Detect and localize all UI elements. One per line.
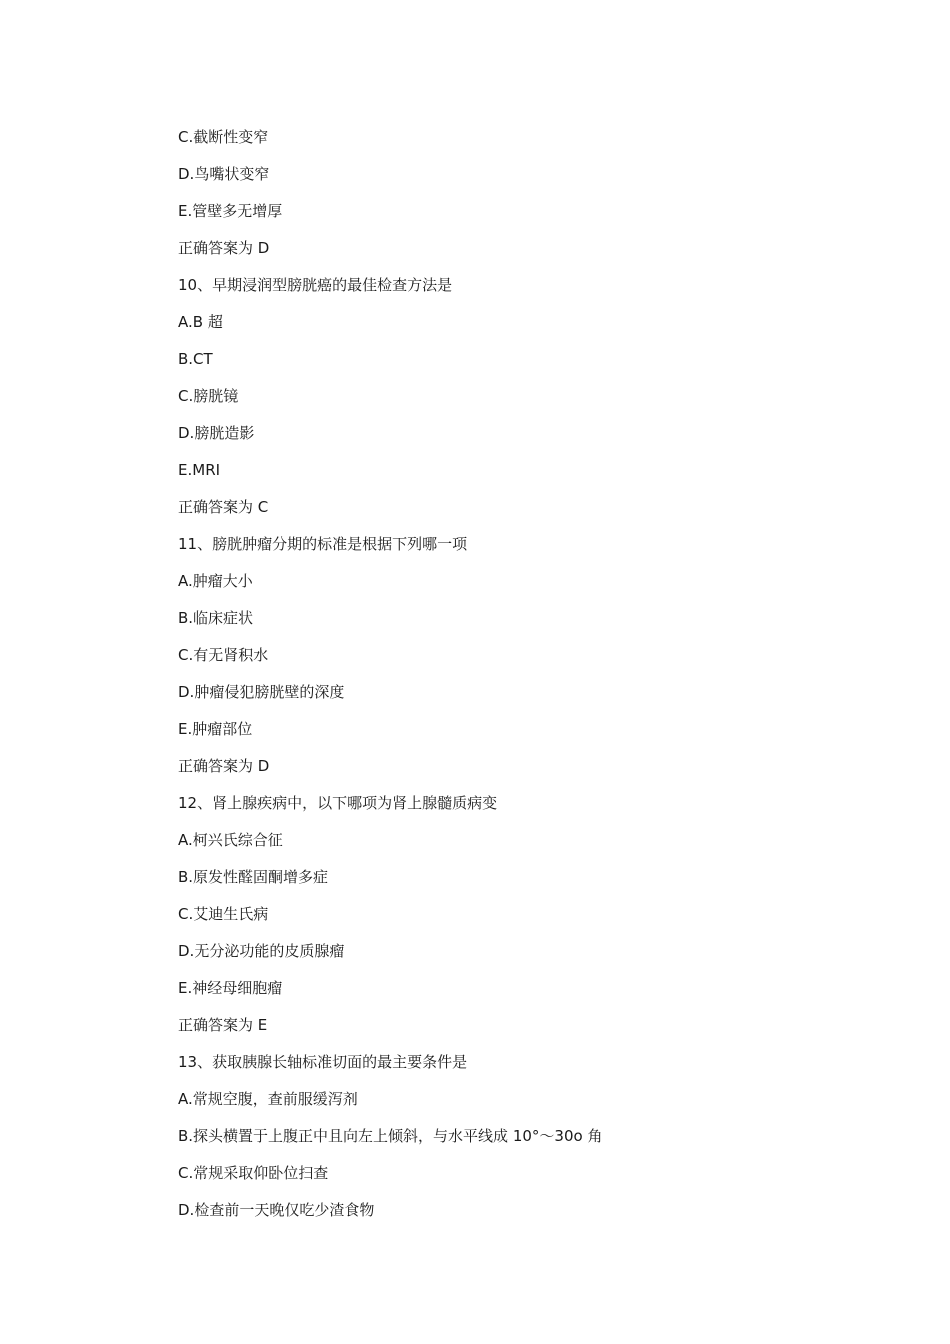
option-line: C.有无肾积水 (178, 646, 269, 664)
question-line: 12、肾上腺疾病中，以下哪项为肾上腺髓质病变 (178, 794, 498, 812)
option-line: B.CT (178, 350, 213, 368)
question-line: 11、膀胱肿瘤分期的标准是根据下列哪一项 (178, 535, 468, 553)
answer-line: 正确答案为 E (178, 1016, 268, 1034)
option-line: D.检查前一天晚仅吃少渣食物 (178, 1201, 375, 1219)
option-line: C.膀胱镜 (178, 387, 239, 405)
option-line: B.探头横置于上腹正中且向左上倾斜，与水平线成 10°～30o 角 (178, 1127, 603, 1145)
option-line: E.肿瘤部位 (178, 720, 253, 738)
option-line: D.鸟嘴状变窄 (178, 165, 270, 183)
option-line: B.临床症状 (178, 609, 254, 627)
answer-line: 正确答案为 C (178, 498, 269, 516)
answer-line: 正确答案为 D (178, 239, 270, 257)
document-page (178, 124, 898, 1234)
option-line: E.神经母细胞瘤 (178, 979, 283, 997)
question-line: 13、获取胰腺长轴标准切面的最主要条件是 (178, 1053, 468, 1071)
option-line: A.肿瘤大小 (178, 572, 253, 590)
option-line: E.管壁多无增厚 (178, 202, 283, 220)
option-line: C.截断性变窄 (178, 128, 269, 146)
option-line: C.艾迪生氏病 (178, 905, 269, 923)
option-line: A.常规空腹，查前服缓泻剂 (178, 1090, 358, 1108)
option-line: E.MRI (178, 461, 221, 479)
answer-line: 正确答案为 D (178, 757, 270, 775)
option-line: D.无分泌功能的皮质腺瘤 (178, 942, 345, 960)
option-line: A.B 超 (178, 313, 223, 331)
question-line: 10、早期浸润型膀胱癌的最佳检查方法是 (178, 276, 453, 294)
option-line: D.膀胱造影 (178, 424, 255, 442)
option-line: C.常规采取仰卧位扫查 (178, 1164, 329, 1182)
option-line: B.原发性醛固酮增多症 (178, 868, 329, 886)
option-line: D.肿瘤侵犯膀胱壁的深度 (178, 683, 345, 701)
option-line: A.柯兴氏综合征 (178, 831, 283, 849)
